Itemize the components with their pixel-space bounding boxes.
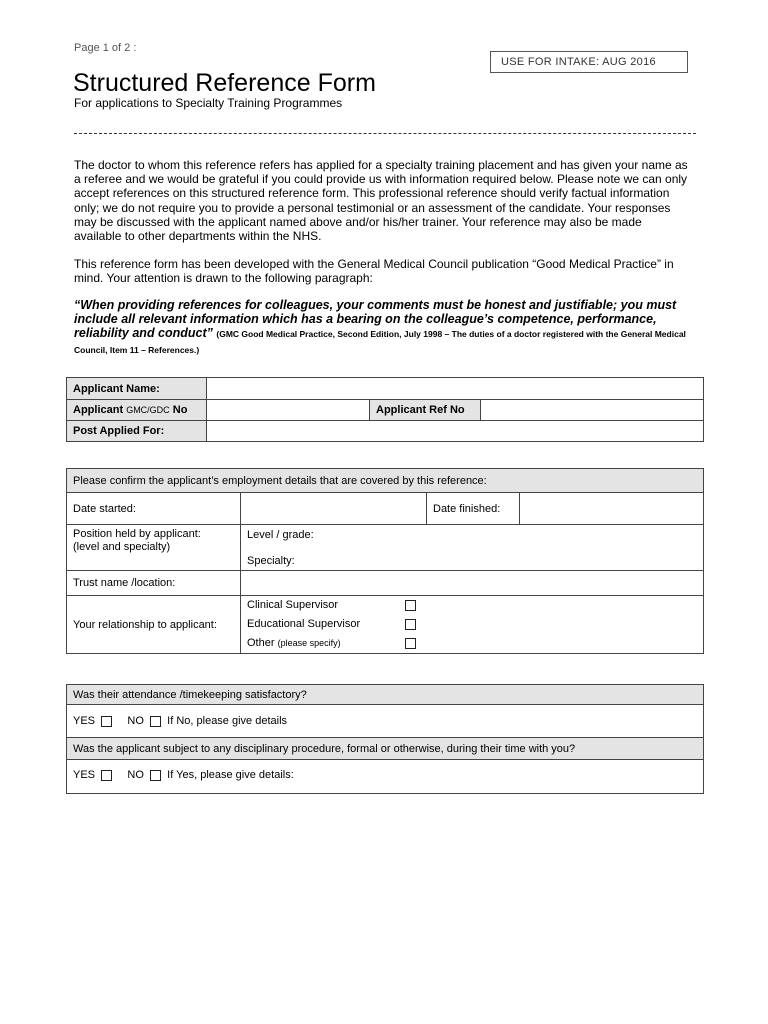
- disciplinary-yes-checkbox[interactable]: [101, 770, 112, 781]
- post-applied-field[interactable]: [207, 421, 704, 442]
- intake-box: USE FOR INTAKE: AUG 2016: [490, 51, 688, 73]
- relationship-option-other[interactable]: Other (please specify): [247, 634, 697, 653]
- trust-field[interactable]: [241, 571, 704, 596]
- applicant-name-label: Applicant Name:: [67, 378, 207, 400]
- disciplinary-answer: YES NO If Yes, please give details:: [67, 760, 704, 794]
- attendance-yes-checkbox[interactable]: [101, 716, 112, 727]
- employment-table: [66, 468, 704, 654]
- relationship-label: Your relationship to applicant:: [67, 596, 241, 654]
- date-started-field[interactable]: [241, 493, 427, 525]
- specialty-label: Specialty:: [247, 555, 295, 567]
- relationship-option-clinical[interactable]: Clinical Supervisor: [247, 596, 697, 615]
- date-started-label: Date started:: [67, 493, 241, 525]
- clinical-supervisor-checkbox[interactable]: [405, 600, 416, 611]
- other-checkbox[interactable]: [405, 638, 416, 649]
- position-label: Position held by applicant: (level and specialty): [67, 525, 241, 571]
- date-finished-field[interactable]: [520, 493, 704, 525]
- relationship-option-educational[interactable]: Educational Supervisor: [247, 615, 697, 634]
- relationship-options: [241, 596, 704, 654]
- divider-line: [74, 133, 696, 134]
- date-finished-label: Date finished:: [427, 493, 520, 525]
- page-title: Structured Reference Form: [73, 69, 376, 97]
- quote-text: “When providing references for colleagues, your comments must be honest and justifiable; you must include all relevant information which has a bearing on the colleague’s competence, performance, reliability and conduct”: [74, 298, 677, 341]
- applicant-ref-field[interactable]: [481, 400, 704, 421]
- conduct-table: [66, 684, 704, 794]
- page-number: Page 1 of 2 :: [74, 42, 137, 54]
- page-subtitle: For applications to Specialty Training Programmes: [74, 96, 343, 110]
- applicant-gmc-label: Applicant GMC/GDC No: [67, 400, 207, 421]
- applicant-name-field[interactable]: [207, 378, 704, 400]
- gmc-quote: [74, 298, 702, 357]
- applicant-ref-label: Applicant Ref No: [370, 400, 481, 421]
- disciplinary-no-checkbox[interactable]: [150, 770, 161, 781]
- employment-heading: Please confirm the applicant’s employment details that are covered by this reference:: [67, 469, 704, 493]
- applicant-gmc-field[interactable]: [207, 400, 370, 421]
- intro-paragraph: The doctor to whom this reference refers has applied for a specialty training placement and has given your name as a referee and we would be grateful if you could provide us with information required below. Please note we can only accept references on this structured reference form. This professional reference should verify factual information only; we do not require you to provide a personal testimonial or an assessment of the candidate. Your responses may be discussed with the applicant named above and/or his/her trainer. Your reference may also be made available to other departments within the NHS.: [74, 158, 688, 244]
- disciplinary-question: Was the applicant subject to any disciplinary procedure, formal or otherwise, during their time with you?: [67, 738, 704, 760]
- quote-citation: (GMC Good Medical Practice, Second Edition, July 1998 – The duties of a doctor registered with the General Medical Council, Item 11 – References.): [74, 329, 686, 355]
- position-field[interactable]: [241, 525, 704, 571]
- attendance-no-checkbox[interactable]: [150, 716, 161, 727]
- attendance-answer: YES NO If No, please give details: [67, 705, 704, 738]
- gmc-paragraph: This reference form has been developed with the General Medical Council publication “Good Medical Practice” in mind. Your attention is drawn to the following paragraph:: [74, 257, 674, 286]
- level-grade-label: Level / grade:: [247, 529, 314, 541]
- attendance-detail-label: If No, please give details: [167, 715, 288, 728]
- post-applied-label: Post Applied For:: [67, 421, 207, 442]
- attendance-question: Was their attendance /timekeeping satisfactory?: [67, 685, 704, 705]
- educational-supervisor-checkbox[interactable]: [405, 619, 416, 630]
- trust-label: Trust name /location:: [67, 571, 241, 596]
- applicant-table: [66, 377, 704, 442]
- disciplinary-detail-label: If Yes, please give details:: [167, 769, 294, 782]
